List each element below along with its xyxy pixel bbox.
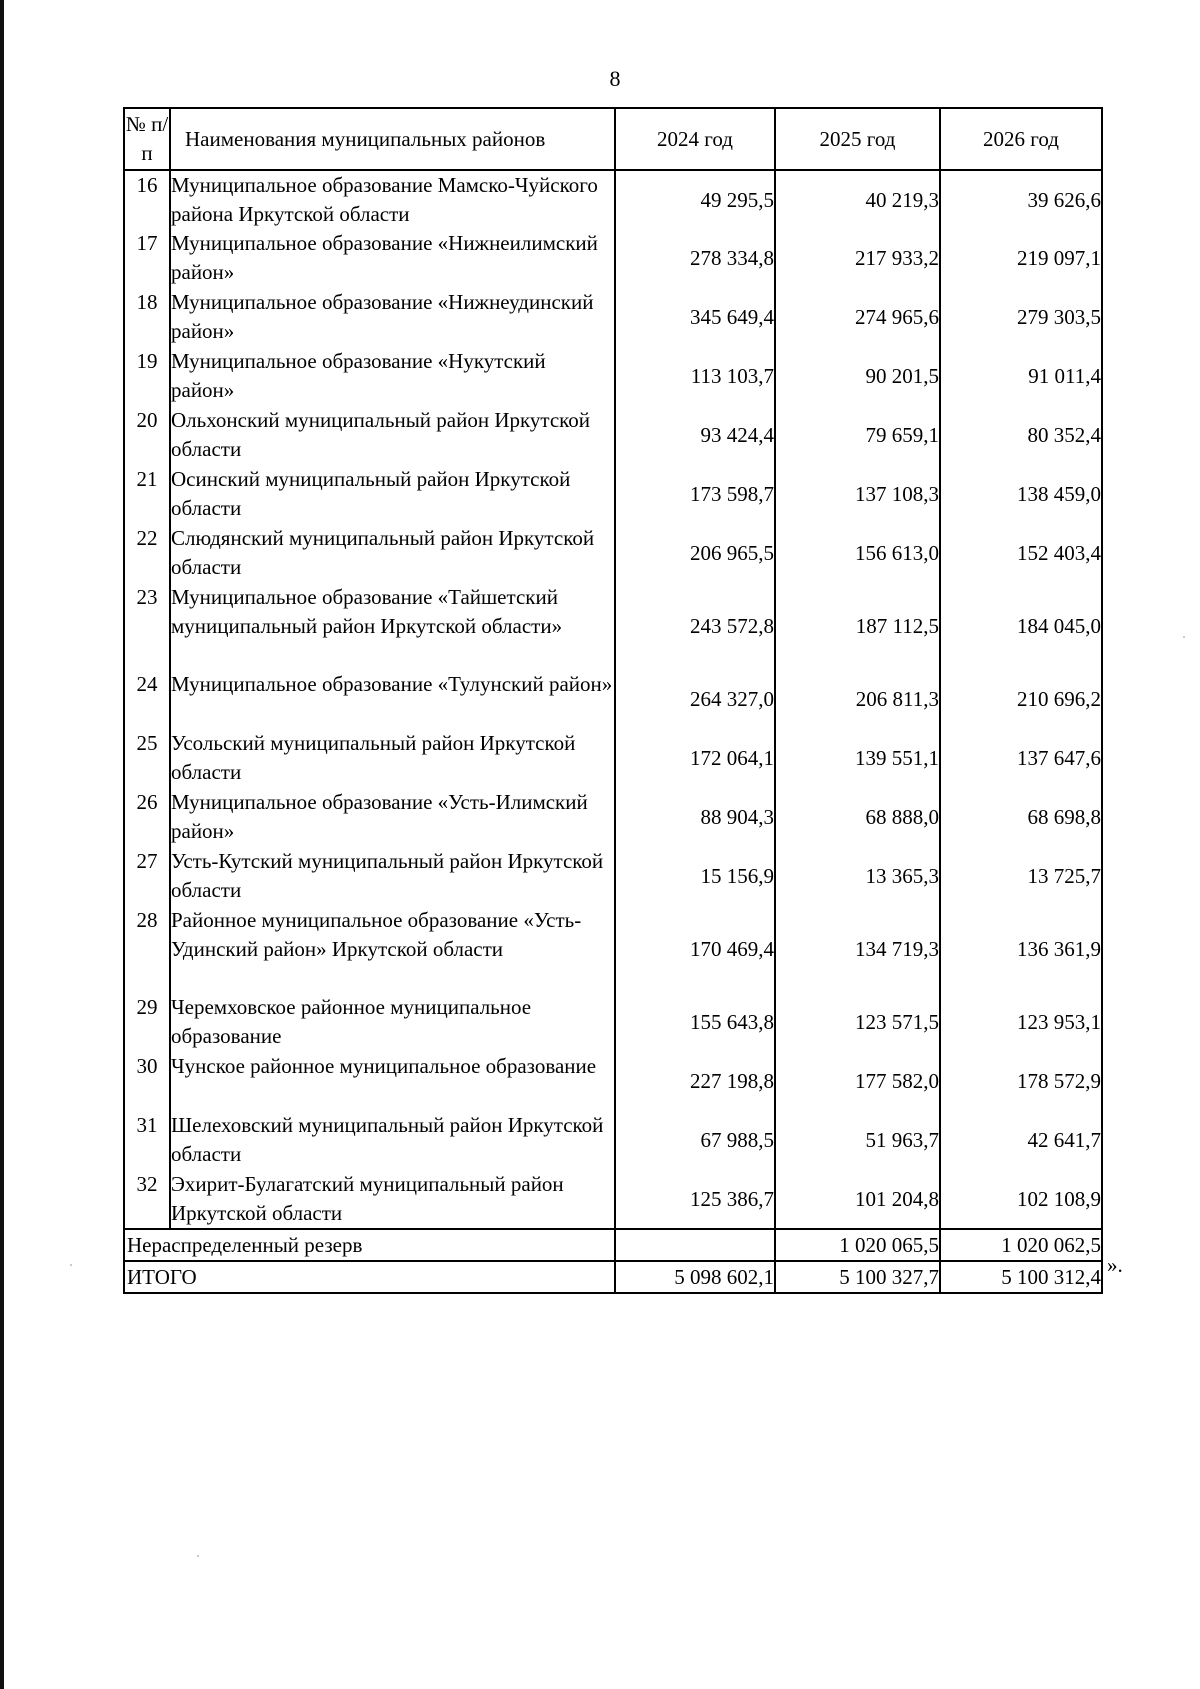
table-row <box>124 1170 1102 1229</box>
row-number: 24 <box>124 670 170 729</box>
row-value-2026: 39 626,6 <box>940 170 1102 229</box>
table-row <box>124 1052 1102 1111</box>
table-row <box>124 670 1102 729</box>
row-district-name: Муниципальное образование «Нижнеилимский район» <box>171 231 598 284</box>
row-district-name: Районное муниципальное образование «Усть-Удинский район» Иркутской области <box>171 908 582 961</box>
row-district-name: Муниципальное образование «Тайшетский муниципальный район Иркутской области» <box>171 585 563 638</box>
total-label: ИТОГО <box>124 1261 615 1293</box>
table-body <box>124 170 1102 1229</box>
row-number: 20 <box>124 406 170 465</box>
row-number: 28 <box>124 906 170 993</box>
table-row <box>124 406 1102 465</box>
row-value-2024: 15 156,9 <box>615 847 775 906</box>
row-value-2026: 136 361,9 <box>940 906 1102 993</box>
row-value-2025: 90 201,5 <box>775 347 940 406</box>
table-row <box>124 288 1102 347</box>
table-row <box>124 524 1102 583</box>
row-number: 19 <box>124 347 170 406</box>
row-number: 17 <box>124 229 170 288</box>
row-number: 32 <box>124 1170 170 1229</box>
row-number: 22 <box>124 524 170 583</box>
row-value-2026: 68 698,8 <box>940 788 1102 847</box>
row-value-2026: 152 403,4 <box>940 524 1102 583</box>
row-number: 27 <box>124 847 170 906</box>
row-value-2026: 137 647,6 <box>940 729 1102 788</box>
table-row <box>124 729 1102 788</box>
row-number: 26 <box>124 788 170 847</box>
table-row <box>124 347 1102 406</box>
row-value-2026: 138 459,0 <box>940 465 1102 524</box>
row-number: 30 <box>124 1052 170 1111</box>
row-district-name: Чунское районное муниципальное образование <box>171 1054 597 1078</box>
reserve-2026: 1 020 062,5 <box>940 1229 1102 1261</box>
row-number: 23 <box>124 583 170 670</box>
row-value-2024: 170 469,4 <box>615 906 775 993</box>
reserve-2025: 1 020 065,5 <box>775 1229 940 1261</box>
row-value-2026: 102 108,9 <box>940 1170 1102 1229</box>
row-value-2025: 134 719,3 <box>775 906 940 993</box>
row-value-2024: 243 572,8 <box>615 583 775 670</box>
row-district-name: Муниципальное образование «Нижнеудинский район» <box>171 290 594 343</box>
row-value-2026: 210 696,2 <box>940 670 1102 729</box>
row-district-name: Усольский муниципальный район Иркутской области <box>171 731 576 784</box>
scan-speck <box>1183 636 1185 638</box>
row-value-2024: 113 103,7 <box>615 347 775 406</box>
header-2025: 2025 год <box>775 108 940 170</box>
row-district-name: Муниципальное образование «Усть-Илимский район» <box>171 790 588 843</box>
row-value-2025: 139 551,1 <box>775 729 940 788</box>
row-number: 16 <box>124 170 170 229</box>
scan-speck <box>197 1555 199 1557</box>
row-number: 21 <box>124 465 170 524</box>
row-value-2024: 125 386,7 <box>615 1170 775 1229</box>
row-value-2024: 206 965,5 <box>615 524 775 583</box>
row-value-2026: 42 641,7 <box>940 1111 1102 1170</box>
row-district-name: Ольхонский муниципальный район Иркутской области <box>171 408 591 461</box>
row-value-2026: 219 097,1 <box>940 229 1102 288</box>
table-row <box>124 993 1102 1052</box>
row-value-2024: 172 064,1 <box>615 729 775 788</box>
table-row <box>124 1111 1102 1170</box>
table-row <box>124 229 1102 288</box>
row-value-2025: 137 108,3 <box>775 465 940 524</box>
row-value-2024: 173 598,7 <box>615 465 775 524</box>
row-value-2025: 156 613,0 <box>775 524 940 583</box>
row-value-2026: 178 572,9 <box>940 1052 1102 1111</box>
row-value-2026: 184 045,0 <box>940 583 1102 670</box>
row-number: 18 <box>124 288 170 347</box>
row-value-2024: 264 327,0 <box>615 670 775 729</box>
row-district-name: Шелеховский муниципальный район Иркутской области <box>171 1113 604 1166</box>
row-value-2024: 93 424,4 <box>615 406 775 465</box>
reserve-label: Нераспределенный резерв <box>124 1229 615 1261</box>
table-row <box>124 465 1102 524</box>
budget-table <box>123 107 1103 1294</box>
row-district-name: Осинский муниципальный район Иркутской области <box>171 467 571 520</box>
row-value-2024: 278 334,8 <box>615 229 775 288</box>
row-value-2025: 217 933,2 <box>775 229 940 288</box>
row-value-2026: 80 352,4 <box>940 406 1102 465</box>
row-value-2025: 206 811,3 <box>775 670 940 729</box>
page-number: 8 <box>609 66 621 91</box>
total-2025: 5 100 327,7 <box>775 1261 940 1293</box>
row-value-2026: 13 725,7 <box>940 847 1102 906</box>
scan-edge-bar <box>0 0 4 1689</box>
row-district-name: Эхирит-Булагатский муниципальный район Иркутской области <box>171 1172 564 1225</box>
header-2026: 2026 год <box>940 108 1102 170</box>
row-district-name: Черемховское районное муниципальное образование <box>171 995 532 1048</box>
closing-quote-mark: ». <box>1107 1253 1123 1277</box>
total-2024: 5 098 602,1 <box>615 1261 775 1293</box>
row-value-2024: 67 988,5 <box>615 1111 775 1170</box>
row-number: 31 <box>124 1111 170 1170</box>
row-number: 25 <box>124 729 170 788</box>
row-value-2025: 40 219,3 <box>775 170 940 229</box>
row-value-2024: 345 649,4 <box>615 288 775 347</box>
row-district-name: Усть-Кутский муниципальный район Иркутской области <box>171 849 604 902</box>
row-value-2025: 274 965,6 <box>775 288 940 347</box>
row-district-name: Муниципальное образование «Тулунский район» <box>171 672 613 696</box>
table-header-row <box>124 108 1102 170</box>
row-value-2024: 227 198,8 <box>615 1052 775 1111</box>
header-2024: 2024 год <box>615 108 775 170</box>
table-row <box>124 847 1102 906</box>
row-value-2025: 79 659,1 <box>775 406 940 465</box>
table-row <box>124 788 1102 847</box>
reserve-row <box>124 1229 1102 1261</box>
total-2026: 5 100 312,4 <box>940 1261 1102 1293</box>
row-district-name: Муниципальное образование «Нукутский район» <box>171 349 546 402</box>
row-number: 29 <box>124 993 170 1052</box>
row-value-2025: 187 112,5 <box>775 583 940 670</box>
row-value-2024: 155 643,8 <box>615 993 775 1052</box>
header-num: № п/п <box>124 108 170 170</box>
row-value-2024: 49 295,5 <box>615 170 775 229</box>
header-name: Наименования муниципальных районов <box>170 108 615 170</box>
table-row <box>124 583 1102 670</box>
row-value-2025: 68 888,0 <box>775 788 940 847</box>
row-value-2025: 51 963,7 <box>775 1111 940 1170</box>
row-value-2024: 88 904,3 <box>615 788 775 847</box>
row-value-2025: 123 571,5 <box>775 993 940 1052</box>
row-value-2025: 177 582,0 <box>775 1052 940 1111</box>
row-district-name: Муниципальное образование Мамско-Чуйского района Иркутской области <box>171 173 598 226</box>
table-row <box>124 906 1102 993</box>
row-district-name: Слюдянский муниципальный район Иркутской области <box>171 526 595 579</box>
row-value-2026: 123 953,1 <box>940 993 1102 1052</box>
row-value-2026: 279 303,5 <box>940 288 1102 347</box>
row-value-2025: 101 204,8 <box>775 1170 940 1229</box>
total-row <box>124 1261 1102 1293</box>
row-value-2025: 13 365,3 <box>775 847 940 906</box>
scan-speck <box>70 1264 72 1266</box>
table-row <box>124 170 1102 229</box>
reserve-2024 <box>615 1229 775 1261</box>
row-value-2026: 91 011,4 <box>940 347 1102 406</box>
